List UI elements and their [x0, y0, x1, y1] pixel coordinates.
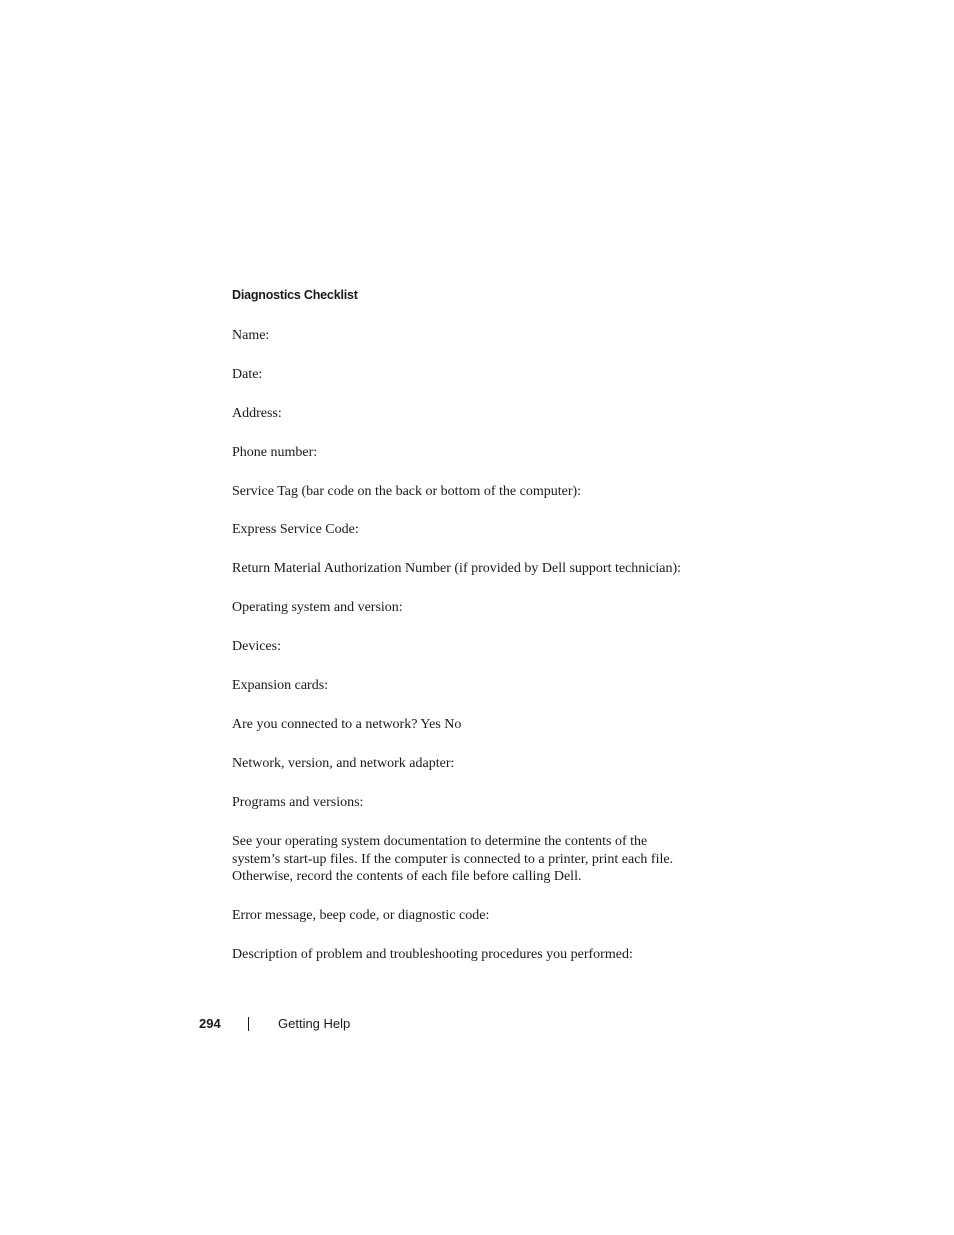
field-express-service-code: Express Service Code: [232, 522, 359, 537]
page-footer [0, 1016, 954, 1036]
field-name: Name: [232, 328, 270, 343]
field-phone-number: Phone number: [232, 445, 318, 460]
field-network-adapter: Network, version, and network adapter: [232, 756, 455, 771]
field-problem-description: Description of problem and troubleshooting procedures you performed: [232, 947, 633, 962]
footer-section-title: Getting Help [278, 1016, 351, 1031]
field-network-connected: Are you connected to a network? Yes No [232, 717, 462, 732]
footer-divider [248, 1017, 249, 1031]
field-error-message: Error message, beep code, or diagnostic code: [232, 908, 490, 923]
field-date: Date: [232, 367, 263, 382]
page-number: 294 [199, 1016, 221, 1031]
note-line: system’s start-up files. If the computer is connected to a printer, print each file. [232, 851, 674, 867]
field-expansion-cards: Expansion cards: [232, 678, 329, 693]
field-programs: Programs and versions: [232, 795, 364, 810]
field-address: Address: [232, 406, 282, 421]
note-line: Otherwise, record the contents of each file before calling Dell. [232, 869, 582, 884]
field-devices: Devices: [232, 639, 281, 654]
startup-files-note [232, 833, 712, 886]
field-service-tag: Service Tag (bar code on the back or bottom of the computer): [232, 484, 582, 499]
field-rma-number: Return Material Authorization Number (if provided by Dell support technician): [232, 561, 682, 576]
note-line: See your operating system documentation to determine the contents of the [232, 834, 648, 849]
checklist-heading: Diagnostics Checklist [232, 288, 358, 302]
field-operating-system: Operating system and version: [232, 600, 403, 615]
